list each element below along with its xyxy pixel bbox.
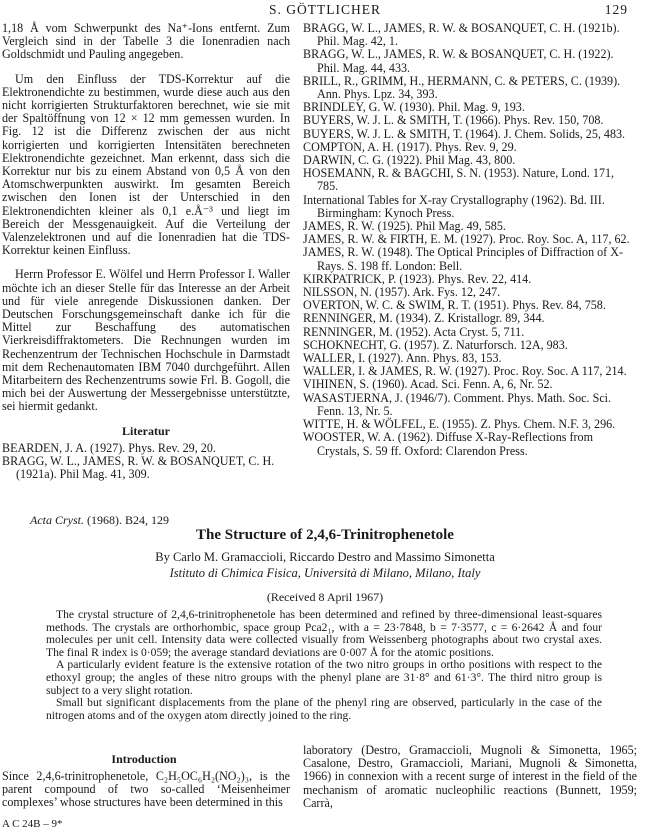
abstract — [46, 609, 602, 722]
signature-code: A C 24B – 9* — [2, 818, 63, 830]
introduction-heading: Introduction — [111, 752, 177, 766]
journal-citation — [30, 513, 169, 528]
reference-entry: BRAGG, W. L., JAMES, R. W. & BOSANQUET, C. H. (1922). Phil. Mag. 44, 433. — [303, 47, 614, 75]
article-institute: Istituto di Chimica Fisica, Università di Milano, Milano, Italy — [169, 566, 481, 580]
header-author: S. GÖTTLICHER — [269, 2, 381, 17]
reference-entry: JAMES, R. W. & FIRTH, E. M. (1927). Proc. Roy. Soc. A, 117, 62. — [303, 232, 630, 247]
reference-entry: SCHOKNECHT, G. (1957). Z. Naturforsch. 12A, 983. — [303, 337, 568, 352]
article-title: The Structure of 2,4,6-Trinitrophenetole — [196, 527, 454, 543]
reference-entry: WALLER, I. (1927). Ann. Phys. 83, 153. — [303, 351, 502, 366]
reference-entry: WOOSTER, W. A. (1962). Diffuse X-Ray-Reflections from Crystals, S. 59 ff. Oxford: Clarendon Press. — [303, 430, 593, 458]
journal-name: Acta Cryst. — [30, 513, 84, 527]
page-number: 129 — [604, 2, 628, 17]
reference-entry: HOSEMANN, R. & BAGCHI, S. N. (1953). Nature, Lond. 171, 785. — [303, 166, 615, 194]
reference-entry: WASASTJERNA, J. (1946/7). Comment. Phys. Math. Soc. Sci. Fenn. 13, Nr. 5. — [303, 390, 612, 418]
running-header — [0, 2, 650, 20]
reference-entry: VIHINEN, S. (1960). Acad. Sci. Fenn. A, 6, Nr. 52. — [303, 377, 553, 392]
paragraph: 1,18 Å vom Schwerpunkt des Na⁺-Ions entfernt. Zum Vergleich sind in der Tabelle 3 die Ionenradien nach Goldschmidt und Pauling angegeben. — [2, 21, 290, 62]
received-date: (Received 8 April 1967) — [266, 590, 384, 604]
left-column — [2, 22, 290, 482]
reference-entry: KIRKPATRICK, P. (1923). Phys. Rev. 22, 414. — [303, 271, 532, 286]
introduction-text-right: laboratory (Destro, Gramaccioli, Mugnoli & Simonetta, 1965; Casalone, Destro, Gramaccioli, Mariani, Mugnoli & Simonetta, 1966) in connexion with a recent surge of interest in the field of the mechanism of aromatic nucleophilic reactions (Bunnett, 1959; Carrà, — [303, 743, 637, 810]
reference-entry: BUYERS, W. J. L. & SMITH, T. (1964). J. Chem. Solids, 25, 483. — [303, 126, 626, 141]
reference-entry: BRINDLEY, G. W. (1930). Phil. Mag. 9, 193. — [303, 100, 525, 115]
right-column-references — [303, 22, 637, 458]
reference-entry: WALLER, I. & JAMES, R. W. (1927). Proc. Roy. Soc. A 117, 214. — [303, 364, 627, 379]
reference-entry: DARWIN, C. G. (1922). Phil Mag. 43, 800. — [303, 153, 516, 168]
reference-entry: WITTE, H. & WÖLFEL, E. (1955). Z. Phys. Chem. N.F. 3, 296. — [303, 417, 616, 432]
reference-entry: BRAGG, W. L., JAMES, R. W. & BOSANQUET, C. H. (1921b). Phil. Mag. 42, 1. — [303, 21, 620, 49]
journal-details: (1968). B24, 129 — [87, 513, 169, 527]
reference-entry: International Tables for X-ray Crystallography (1962). Bd. III. Birmingham: Kynoch Press. — [303, 192, 605, 220]
abstract-paragraph: The crystal structure of 2,4,6-trinitrophenetole has been determined and refined by three-dimensional least-squares methods. The crystals are orthorhombic, space group Pca2₁, with a = 23·7848, b = 7·3577, c = 6·2642 Å and four molecules per unit cell. Intensity data were collected visually from Weissenberg photographs about two crystal axes. The final R index is 0·059; the average standard deviations are 0·007 Å for the atomic positions. — [46, 608, 602, 659]
introduction-text-left: Since 2,4,6-trinitrophenetole, C₂H₅OC₆H₂(NO₂)₃, is the parent compound of two so-called ‘Meisenheimer complexes’ whose structures have been determined in this — [2, 769, 290, 810]
literature-heading: Literatur — [122, 423, 170, 438]
article-authors: By Carlo M. Gramaccioli, Riccardo Destro and Massimo Simonetta — [155, 550, 495, 564]
paragraph: Herrn Professor E. Wölfel und Herrn Professor I. Waller möchte ich an dieser Stelle für das Interesse an der Arbeit und für viele anregende Diskussionen danken. Der Deutschen Forschungsgemeinschaft danke ich für die Mittel zur Beschaffung des automatischen Vierkreisdiffraktometers. Die Rechnungen wurden im Rechenzentrum der Technischen Hochschule in Darmstadt mit dem Rechenautomaten IBM 7040 durchgeführt. Allen Mitarbeitern des Rechenzentrums sowie Frl. B. Gogoll, die mich bei der Auswertung der Messergebnisse unterstützte, sei hiermit gedankt. — [2, 267, 290, 414]
reference-entry: BRAGG, W. L., JAMES, R. W. & BOSANQUET, C. H. (1921a). Phil Mag. 41, 309. — [2, 454, 275, 482]
reference-entry: OVERTON, W. C. & SWIM, R. T. (1951). Phys. Rev. 84, 758. — [303, 298, 606, 313]
reference-entry: JAMES, R. W. (1925). Phil Mag. 49, 585. — [303, 219, 506, 234]
reference-entry: BRILL, R., GRIMM, H., HERMANN, C. & PETERS, C. (1939). Ann. Phys. Lpz. 34, 393. — [303, 73, 621, 102]
paragraph: Um den Einfluss der TDS-Korrektur auf die Elektronendichte zu bestimmen, wurde diese auch aus den nicht korrigierten Strukturfaktoren berechnet, wie sie mit der Spaltöffnung von 12 × 12 mm gemessen wurden. In Fig. 12 ist die Differenz zwischen der aus nicht korrigierten und korrigierten Intensitäten berechneten Elektronendichte gezeichnet. Man erkennt, dass sich die Korrektur nur bis zu einem Abstand von 0,5 Å von den Atomschwerpunkten auswirkt. Im gesamten Bereich zwischen den Ionen ist der Unterschied in den Elektronendichten kleiner als 0,1 e.Å⁻³ und liegt im Bereich der Messgenauigkeit. Auf die Verteilung der Valenzelektronen und auf die Ionenradien hat die TDS-Korrektur keinen Einfluss. — [2, 71, 290, 258]
reference-entry: JAMES, R. W. (1948). The Optical Principles of Diffraction of X-Rays. S. 198 ff. London: Bell. — [303, 245, 623, 273]
reference-entry: COMPTON, A. H. (1917). Phys. Rev. 9, 29. — [303, 139, 517, 154]
reference-entry: BUYERS, W. J. L. & SMITH, T. (1966). Phys. Rev. 150, 708. — [303, 113, 604, 128]
reference-entry: RENNINGER, M. (1952). Acta Cryst. 5, 711. — [303, 324, 525, 339]
abstract-paragraph: Small but significant displacements from the plane of the phenyl ring are observed, particularly in the case of the nitrogen atoms and of the oxygen atom directly joined to the ring. — [46, 696, 602, 722]
reference-entry: BEARDEN, J. A. (1927). Phys. Rev. 29, 20. — [2, 440, 216, 455]
reference-entry: RENNINGER, M. (1934). Z. Kristallogr. 89, 344. — [303, 311, 545, 326]
reference-entry: NILSSON, N. (1957). Ark. Fys. 12, 247. — [303, 285, 501, 300]
abstract-paragraph: A particularly evident feature is the extensive rotation of the two nitro groups in ortho positions with respect to the ethoxyl group; the angles of these nitro groups with the phenyl plane are 31·8° and 61·3°. The third nitro group is subject to a very slight rotation. — [46, 658, 602, 697]
